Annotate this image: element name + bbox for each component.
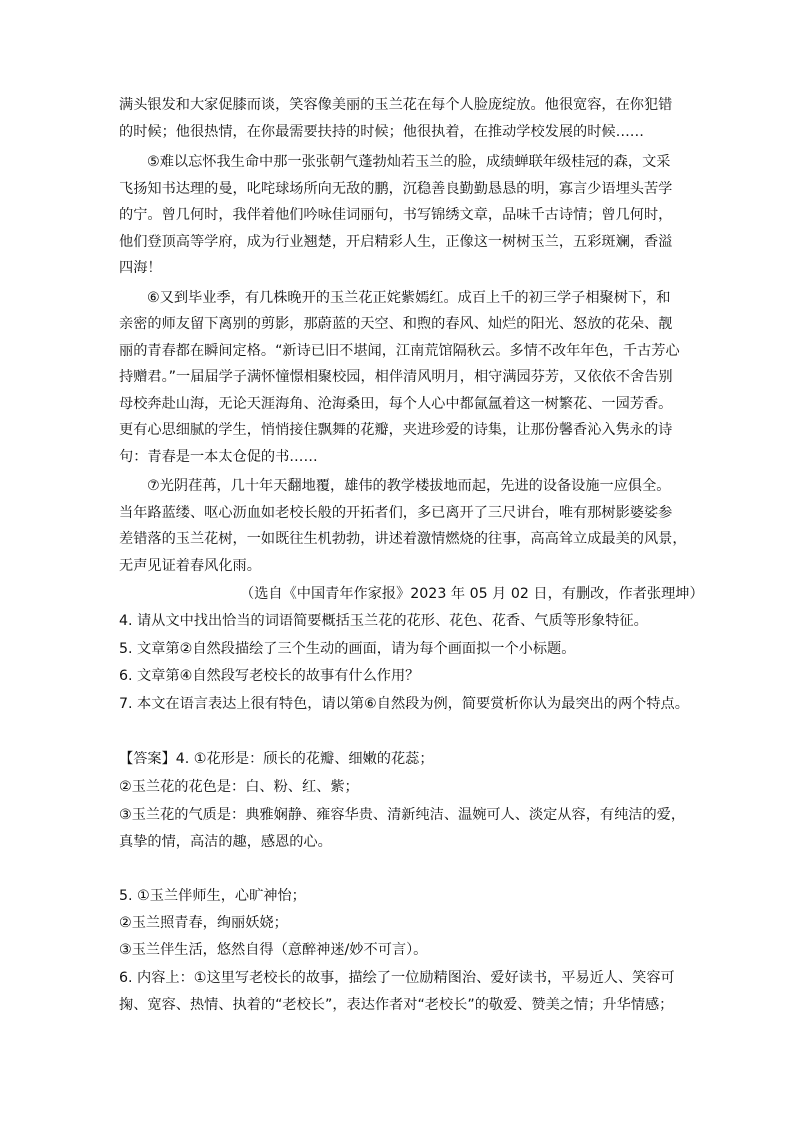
answer-4-line: 【答案】4. ①花形是：颀长的花瓣、细嫩的花蕊； bbox=[119, 751, 434, 767]
answer-6-line: 6. 内容上：①这里写老校长的故事，描绘了一位励精图治、爱好读书，平易近人、笑容可 bbox=[119, 970, 675, 986]
paragraph-6-line: 更有心思细腻的学生，悄悄接住飘舞的花瓣，夹进珍爱的诗集，让那份馨香沁入隽永的诗 bbox=[119, 422, 673, 438]
answer-5-line: ②玉兰照青春，绚丽妖娆； bbox=[119, 915, 288, 931]
question-5: 5. 文章第②自然段描绘了三个生动的画面，请为每个画面拟一个小标题。 bbox=[119, 641, 576, 657]
paragraph-6-line: 亲密的师友留下离别的剪影，那蔚蓝的天空、和煦的春风、灿烂的阳光、怒放的花朵、靓 bbox=[119, 316, 673, 332]
paragraph-6-line: 句：青春是一本太仓促的书…… bbox=[119, 449, 318, 465]
answer-6-line: 掬、宽容、热情、执着的“老校长”，表达作者对“老校长”的敬爱、赞美之情；升华情感； bbox=[119, 997, 674, 1013]
paragraph-5-line: 飞扬知书达理的曼，叱咤球场所向无敌的鹏，沉稳善良勤勤恳恳的明，寡言少语埋头苦学 bbox=[119, 181, 673, 197]
question-6: 6. 文章第④自然段写老校长的故事有什么作用？ bbox=[119, 668, 420, 684]
answer-5-line: ③玉兰伴生活，悠然自得（意醉神迷/妙不可言）。 bbox=[119, 942, 428, 958]
paragraph-6-line: ⑥又到毕业季，有几株晚开的玉兰花正姹紫嫣红。成百上千的初三学子相聚树下，和 bbox=[147, 290, 671, 306]
paragraph-6-line: 丽的青春都在瞬间定格。“新诗已旧不堪闻，江南荒馆隔秋云。多情不改年年色，千古芳心 bbox=[119, 343, 680, 359]
question-4: 4. 请从文中找出恰当的词语简要概括玉兰花的花形、花色、花香、气质等形象特征。 bbox=[119, 613, 648, 629]
paragraph-7-line: 差错落的玉兰花树，一如既往生机勃勃，讲述着激情燃烧的往事，高高耸立成最美的风景， bbox=[119, 531, 687, 547]
paragraph-5-line: 四海！ bbox=[119, 260, 162, 276]
answer-4-line: ③玉兰花的气质是：典雅娴静、雍容华贵、清新纯洁、温婉可人、淡定从容，有纯洁的爱， bbox=[119, 807, 686, 823]
answer-4-line: 真挚的情，高洁的趣，感恩的心。 bbox=[119, 834, 332, 850]
text-line: 满头银发和大家促膝而谈，笑容像美丽的玉兰花在每个人脸庞绽放。他很宽容，在你犯错 bbox=[119, 97, 673, 113]
text-line: 的时候；他很热情，在你最需要扶持的时候；他很执着，在推动学校发展的时候…… bbox=[119, 124, 644, 140]
answer-5-line: 5. ①玉兰伴师生，心旷神怡； bbox=[119, 888, 306, 904]
paragraph-7-line: ⑦光阴荏苒，几十年天翻地覆，雄伟的教学楼拔地而起，先进的设备设施一应俱全。 bbox=[147, 478, 671, 494]
paragraph-5-line: 的宁。曾几何时，我伴着他们吟咏佳词丽句，书写锦绣文章，品味千古诗情；曾几何时， bbox=[119, 207, 673, 223]
paragraph-7-line: 无声见证着春风化雨。 bbox=[119, 558, 261, 574]
paragraph-6-line: 母校奔赴山海，无论天涯海角、沧海桑田，每个人心中都氤氲着这一树繁花、一园芳香。 bbox=[119, 396, 673, 412]
paragraph-7-line: 当年路蓝缕、呕心沥血如老校长般的开拓者们，多已离开了三尺讲台，唯有那树影婆娑参 bbox=[119, 505, 673, 521]
paragraph-5-line: 他们登顶高等学府，成为行业翘楚，开启精彩人生，正像这一树树玉兰，五彩斑斓，香溢 bbox=[119, 234, 673, 250]
question-7: 7. 本文在语言表达上很有特色，请以第⑥自然段为例，简要赏析你认为最突出的两个特点。 bbox=[119, 696, 689, 712]
paragraph-5-line: ⑤难以忘怀我生命中那一张张朝气蓬勃灿若玉兰的脸，成绩蝉联年级桂冠的森，文采 bbox=[147, 154, 671, 170]
answer-4-line: ②玉兰花的花色是：白、粉、红、紫； bbox=[119, 779, 359, 795]
source-citation: （选自《中国青年作家报》2023 年 05 月 02 日，有删改，作者张理坤） bbox=[240, 586, 704, 602]
paragraph-6-line: 持赠君。”一届届学子满怀憧憬相聚校园，相伴清风明月，相守满园芬芳，又依依不舍告别 bbox=[119, 369, 673, 385]
